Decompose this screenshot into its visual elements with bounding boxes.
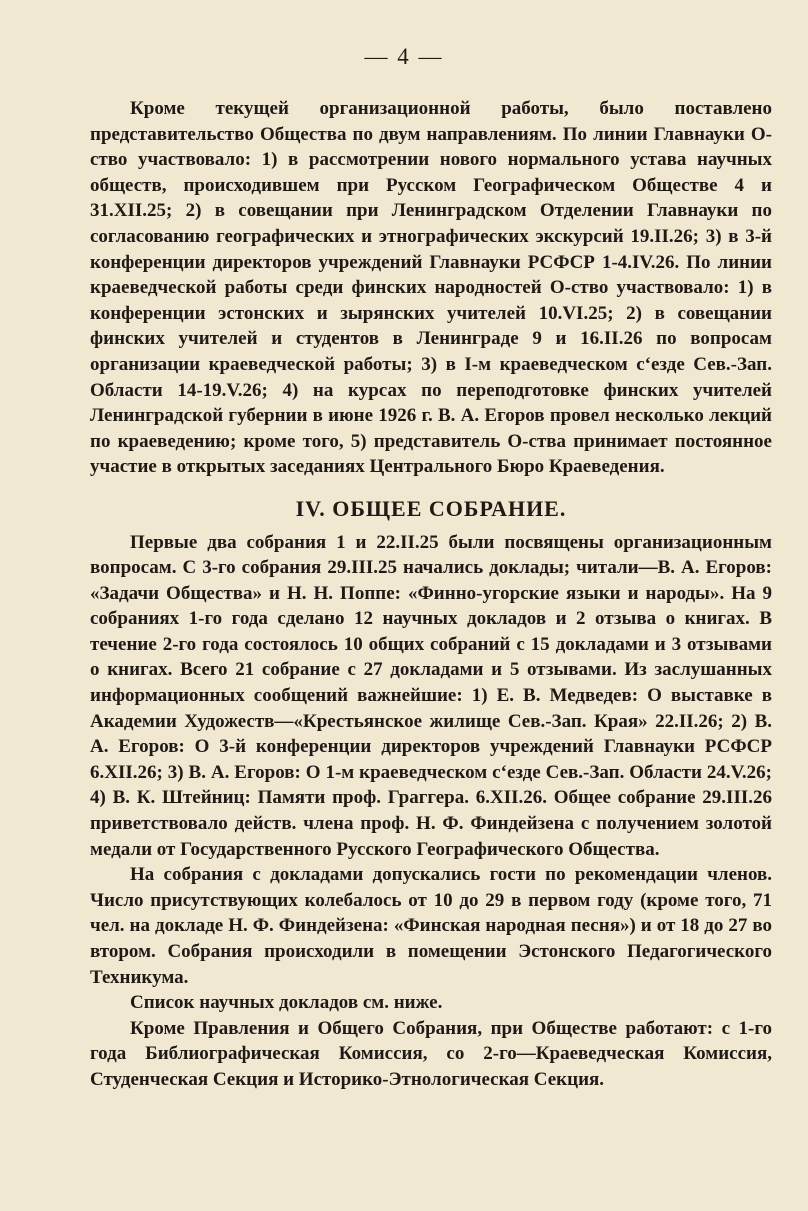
paragraph-reports-list: Список научных докладов см. ниже.	[130, 992, 443, 1014]
paragraph-meetings: Первые два собрания 1 и 22.II.25 были посвящены организационным вопросам. С 3-го собрания 29.III.25 начались доклады; читали—В. А. Егоров: «Задачи Общества» и Н. Н. Поппе: «Финно-угорские языки и народы». На 9 собраниях 1-го года сделано 12 научных докладов и 2 отзыва о книгах. В течение 2-го года состоялось 10 общих собраний с 15 докладами и 3 отзывами о книгах. Всего 21 собрание с 27 докладами и 5 отзывами. Из заслушанных информационных сообщений важнейшие: 1) Е. В. Медведев: О выставке в Академии Художеств—«Крестьянское жилище Сев.-Зап. Края» 22.II.26; 2) В. А. Егоров: О 3-й конференции директоров учреждений Главнауки РСФСР 6.XII.26; 3) В. А. Егоров: О 1-м краеведческом с‘езде Сев.-Зап. Области 24.V.26; 4) В. К. Штейниц: Памяти проф. Граггера. 6.XII.26. Общее собрание 29.III.26 приветствовало действ. члена проф. Н. Ф. Финдейзена с получением золотой медали от Государственного Русского Географического Общества.	[90, 531, 772, 860]
paragraph-commissions: Кроме Правления и Общего Собрания, при Обществе работают: с 1-го года Библиографическая Комиссия, со 2-го—Краеведческая Комиссия, Студенческая Секция и Историко-Этнологическая Секция.	[90, 1017, 772, 1090]
page-number: — 4 —	[364, 44, 444, 69]
paragraph-representation: Кроме текущей организационной работы, было поставлено представительство Общества по двум направлениям. По линии Главнауки О-ство участвовало: 1) в рассмотрении нового нормального устава научных обществ, происходившем при Русском Географическом Обществе 4 и 31.XII.25; 2) в совещании при Ленинградском Отделении Главнауки по согласованию географических и этнографических экскурсий 19.II.26; 3) в 3-й конференции директоров учреждений Главнауки РСФСР 1-4.IV.26. По линии краеведческой работы среди финских народностей О-ство участвовало: 1) в конференции эстонских и зырянских учителей 10.VI.25; 2) в совещании финских учителей и студентов в Ленинграде 9 и 16.II.26 по вопросам организации краеведческой работы; 3) в I-м краеведческом с‘езде Сев.-Зап. Области 14-19.V.26; 4) на курсах по переподготовке финских учителей Ленинградской губернии в июне 1926 г. В. А. Егоров провел несколько лекций по краеведению; кроме того, 5) представитель О-ства принимает постоянное участие в открытых заседаниях Центрального Бюро Краеведения.	[90, 98, 772, 478]
section-title: IV. ОБЩЕЕ СОБРАНИЕ.	[295, 495, 567, 521]
page-body	[90, 96, 772, 1093]
paragraph-guests: На собрания с докладами допускались гости по рекомендации членов. Число присутствующих колебалось от 10 до 29 в первом году (кроме того, 71 чел. на докладе Н. Ф. Финдейзена: «Финская народная песня») и от 18 до 27 во втором. Собрания происходили в помещении Эстонского Педагогического Техникума.	[90, 864, 772, 988]
